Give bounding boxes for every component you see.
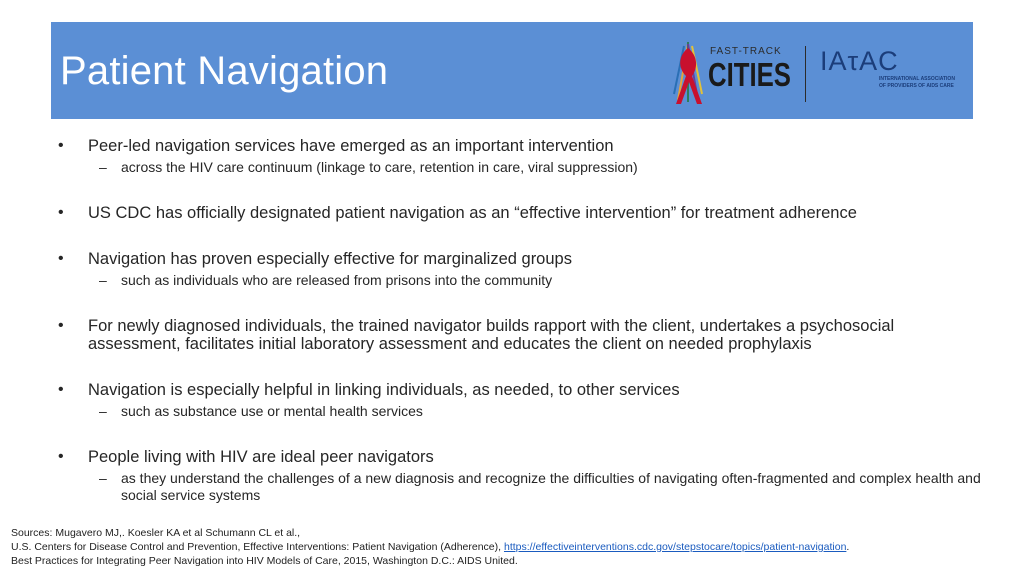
bullet-marker: • — [58, 250, 64, 267]
source-line: Sources: Mugavero MJ,. Koesler KA et al Schumann CL et al., — [11, 527, 301, 539]
sub-bullet-item: across the HIV care continuum (linkage to care, retention in care, viral suppression) — [121, 159, 638, 175]
source-line: Best Practices for Integrating Peer Navigation into HIV Models of Care, 2015, Washington D.C.: AIDS United. — [11, 555, 518, 567]
bullet-item: Navigation has proven especially effective for marginalized groups — [88, 250, 572, 268]
bullet-marker: • — [58, 381, 64, 398]
sub-bullet-item: such as individuals who are released from prisons into the community — [121, 272, 553, 288]
bullet-marker: • — [58, 448, 64, 465]
source-text: . — [846, 541, 850, 553]
iapac-subtitle-line: OF PROVIDERS OF AIDS CARE — [879, 83, 954, 89]
bullet-item: Navigation is especially helpful in linking individuals, as needed, to other services — [88, 381, 680, 399]
sub-bullet-marker: – — [99, 403, 107, 419]
sub-bullet-marker: – — [99, 272, 107, 288]
source-line — [11, 540, 1011, 554]
bullet-item: Peer-led navigation services have emerged as an important intervention — [88, 137, 614, 155]
fast-track-label: FAST-TRACK — [710, 46, 782, 57]
cdc-source-link[interactable]: https://effectiveinterventions.cdc.gov/stepstocare/topics/patient-navigation — [503, 541, 847, 553]
sub-bullet-marker: – — [99, 159, 107, 175]
bullet-item: People living with HIV are ideal peer navigators — [88, 448, 434, 466]
sources-footnote — [11, 526, 1011, 568]
bullet-item: For newly diagnosed individuals, the trained navigator builds rapport with the client, undertakes a psychosocial assessment, facilitates initial laboratory assessment and educates the client on needed prophylaxis — [88, 317, 895, 353]
cities-label: CITIES — [708, 56, 791, 93]
bullet-item: US CDC has officially designated patient navigation as an “effective intervention” for treatment adherence — [88, 204, 857, 222]
bullet-marker: • — [58, 317, 64, 334]
source-text: U.S. Centers for Disease Control and Prevention, Effective Interventions: Patient Navigation (Adherence), — [11, 541, 504, 553]
sub-bullet-item: as they understand the challenges of a new diagnosis and recognize the difficulties of navigating often-fragmented and complex health and social service systems — [121, 470, 981, 503]
sub-bullet-marker: – — [99, 470, 107, 486]
bullet-marker: • — [58, 137, 64, 154]
sub-bullet-item: such as substance use or mental health services — [121, 403, 423, 419]
bullet-marker: • — [58, 204, 64, 221]
iapac-subtitle-line: INTERNATIONAL ASSOCIATION — [879, 76, 955, 82]
page-title: Patient Navigation — [60, 49, 389, 93]
iapac-wordmark: IAτAC — [820, 46, 899, 76]
